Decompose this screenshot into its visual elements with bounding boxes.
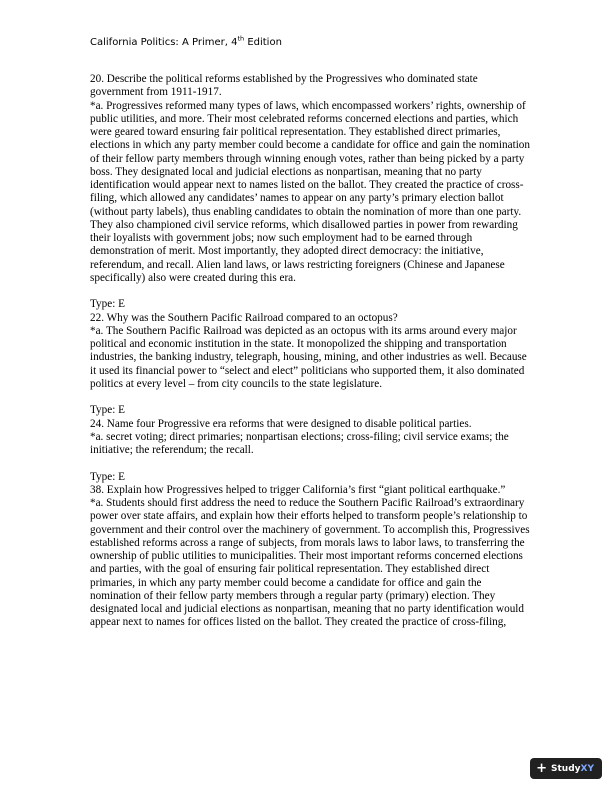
- paragraph-gap: [90, 457, 530, 470]
- header-title: California Politics: A Primer, 4: [90, 37, 238, 48]
- type-label-24: Type: E: [90, 404, 125, 417]
- running-header: [90, 34, 282, 48]
- type-label-22: Type: E: [90, 298, 125, 311]
- paragraph-gap: [90, 285, 530, 298]
- paragraph-gap: [90, 391, 530, 404]
- question-38: 38. Explain how Progressives helped to trigger California’s first “giant political earthquake.”: [90, 483, 506, 496]
- header-superscript: th: [237, 34, 245, 43]
- plus-icon: +: [536, 761, 548, 776]
- brand-name: [551, 764, 594, 774]
- answer-24: *a. secret voting; direct primaries; nonpartisan elections; cross-filing; civil service exams; the initiative; the referendum; the recall.: [90, 430, 509, 456]
- document-body: [90, 73, 530, 630]
- question-24: 24. Name four Progressive era reforms that were designed to disable political parties.: [90, 417, 472, 430]
- question-20: 20. Describe the political reforms established by the Progressives who dominated state government from 1911-1917.: [90, 73, 478, 99]
- answer-38: *a. Students should first address the need to reduce the Southern Pacific Railroad’s extraordinary power over state affairs, and explain how their efforts helped to transform people’s relationship to government and their control over the machinery of government. To accomplish this, Progressives established reforms across a range of subjects, from morals laws to labor laws, to transferring the ownership of public utilities to municipalities. Their most important reforms concerned elections and parties, with the goal of ensuring fair political representation. They established direct primaries, in which any party member could become a candidate for office and gain the nomination of their fellow party members through a regular party (primary) election. They designated local and judicial elections as nonpartisan, meaning that no party identification would appear next to names for offices listed on the ballot. They created the practice of cross-filing,: [90, 497, 530, 629]
- studyxy-watermark-badge[interactable]: [530, 758, 602, 779]
- brand-suffix: XY: [580, 763, 594, 774]
- brand-prefix: Study: [551, 763, 581, 774]
- header-title-tail: Edition: [244, 37, 282, 48]
- question-22: 22. Why was the Southern Pacific Railroad compared to an octopus?: [90, 311, 398, 324]
- type-label-38: Type: E: [90, 470, 125, 483]
- answer-20: *a. Progressives reformed many types of laws, which encompassed workers’ rights, ownership of public utilities, and more. Their most celebrated reforms concerned elections and parties, which were geared toward ensuring fair political representation. They established direct primaries, elections in which any party member could become a candidate for office and gain the nomination of their fellow party members through winning enough votes, rather than being picked by a party boss. They designated local and judicial elections as nonpartisan, meaning that no party identification would appear next to names listed on the ballot. They created the practice of cross-filing, which allowed any candidates’ names to appear on any party’s primary election ballot (without party labels), thus enabling candidates to obtain the nomination of more than one party. They also championed civil service reforms, which disallowed parties in power from rewarding their loyalists with government jobs; now such employment had to be earned through demonstration of merit. Most importantly, they adopted direct democracy: the initiative, referendum, and recall. Alien land laws, or laws restricting foreigners (Chinese and Japanese specifically) also were created during this era.: [90, 99, 530, 284]
- answer-22: *a. The Southern Pacific Railroad was depicted as an octopus with its arms around every major political and economic institution in the state. It monopolized the shipping and transportation industries, the banking industry, telegraph, housing, mining, and other industries as well. Because it used its financial power to “select and elect” politicians who supported them, it also dominated politics at every level – from city councils to the state legislature.: [90, 324, 527, 390]
